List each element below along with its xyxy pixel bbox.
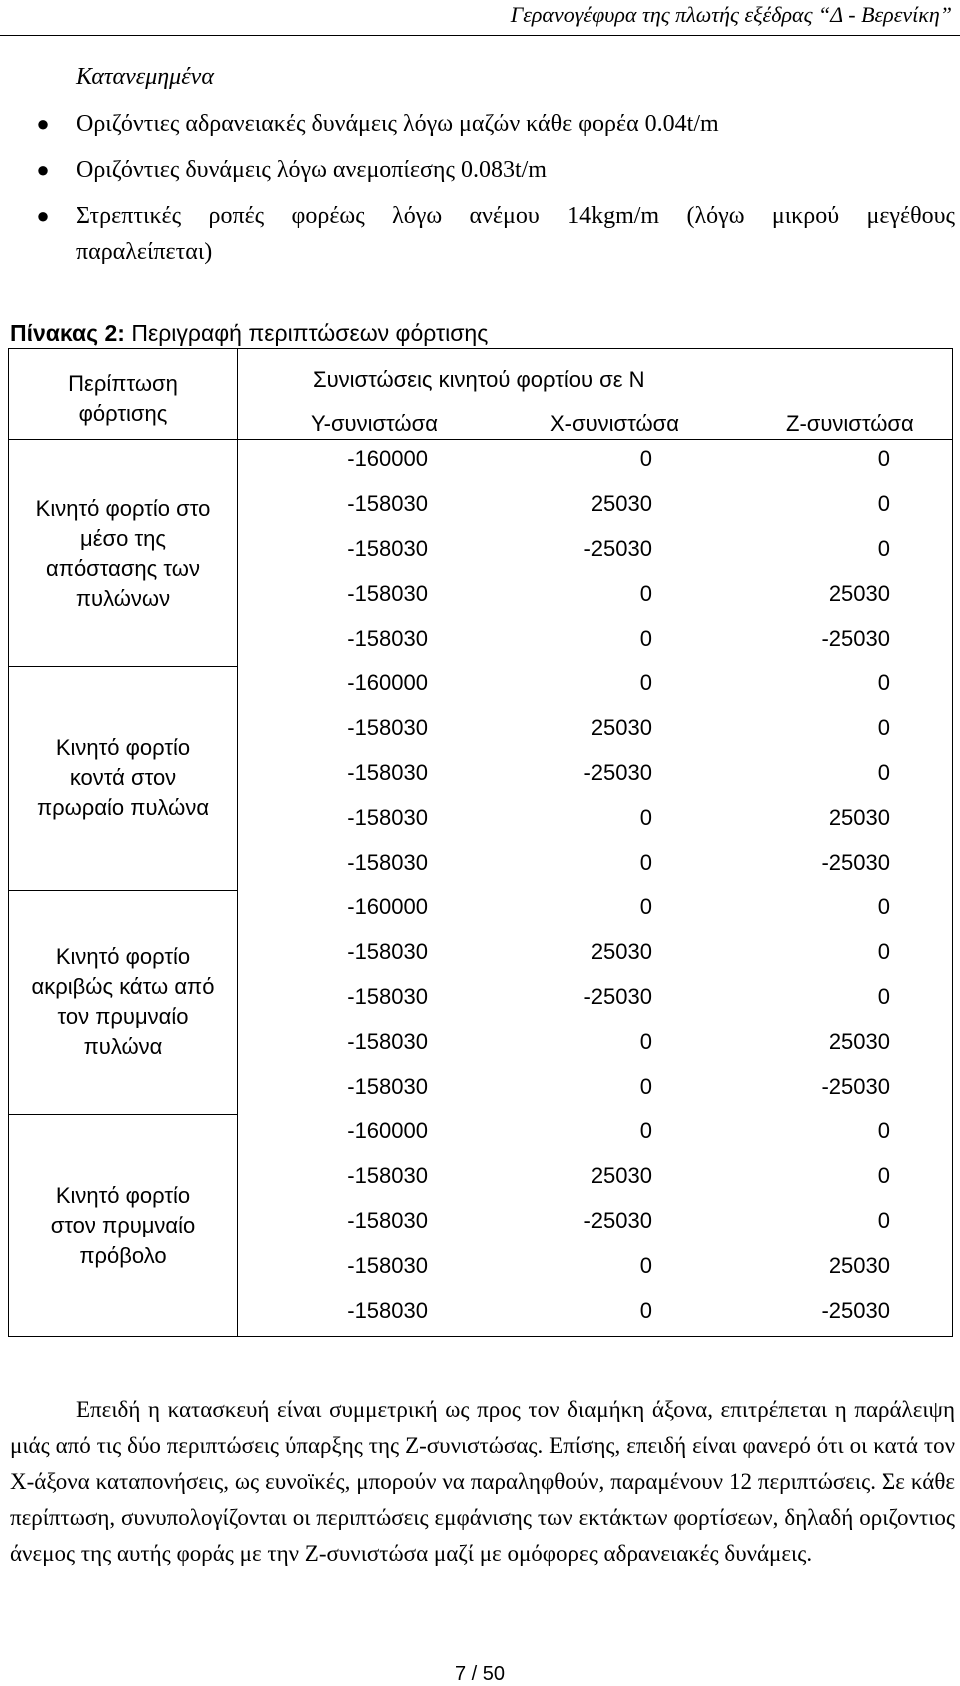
table-cell: -160000 xyxy=(347,446,428,471)
table-case-label-line: πρόβολο xyxy=(79,1243,167,1268)
table-case-label-line: τον πρυμναίο xyxy=(57,1004,189,1029)
table-cell: -160000 xyxy=(347,894,428,919)
table-cell: 0 xyxy=(639,581,652,606)
table-cell: 0 xyxy=(877,894,890,919)
table-cell: 25030 xyxy=(590,939,652,964)
table-cell: -25030 xyxy=(583,1208,652,1233)
table-case-label-line: κοντά στον xyxy=(69,765,177,790)
table-cell: -158030 xyxy=(347,715,428,740)
table-cell: 25030 xyxy=(590,715,652,740)
table-case-label-line: μέσο της xyxy=(80,526,166,551)
table-case-label-line: Κινητό φορτίο xyxy=(55,1183,191,1208)
table-cell: -158030 xyxy=(347,1029,428,1054)
table-case-label-line: Κινητό φορτίο xyxy=(55,735,191,760)
body-paragraph-text: Επειδή η κατασκευή είναι συμμετρική ως προς τον διαμήκη άξονα, επιτρέπεται η παράλειψη μιάς από τις δύο περιπτώσεις ύπαρξης της Z-συνιστώσας. Επίσης, επειδή είναι φανερό ότι οι κατά τον X-άξονα καταπονήσεις, ως ευνοϊκές, μπορούν να παραληφθούν, παραμένουν 12 περιπτώσεις. Σε κάθε περίπτωση, συνυπολογίζονται οι περιπτώσεις εμφάνισης των εκτάκτων φορτίσεων, δηλαδή οριζοντιος άνεμος της αυτής φοράς με την Z-συνιστώσα μαζί με ομόφορες αδρανειακές δυνάμεις. xyxy=(10,1397,955,1566)
bullet-item xyxy=(10,106,955,142)
bullet-text: Οριζόντιες αδρανειακές δυνάμεις λόγω μαζών κάθε φορέα 0.04t/m xyxy=(76,111,719,137)
table-cell: 0 xyxy=(639,670,652,695)
table-cell: 0 xyxy=(639,1298,652,1323)
table-cell: -25030 xyxy=(583,760,652,785)
table-cell: 0 xyxy=(877,670,890,695)
table-cell: -158030 xyxy=(347,1208,428,1233)
bullet-text: Στρεπτικές ροπές φορέως λόγω ανέμου 14kgm/m (λόγω μικρού μεγέθους xyxy=(76,203,955,229)
table-cell: -25030 xyxy=(821,626,890,651)
table-caption xyxy=(10,320,488,347)
table-cell: -158030 xyxy=(347,1163,428,1188)
table-header-y: Y-συνιστώσα xyxy=(311,411,438,436)
bullet-text-continuation: παραλείπεται) xyxy=(76,239,213,265)
table-cell: 0 xyxy=(877,1163,890,1188)
table-cell: -158030 xyxy=(347,581,428,606)
table-cell: -25030 xyxy=(821,1074,890,1099)
table-cell: 0 xyxy=(877,491,890,516)
table-caption-label: Πίνακας 2: xyxy=(10,320,125,346)
bullet-item xyxy=(10,152,955,188)
table-case-label xyxy=(9,733,237,823)
table-cell: 25030 xyxy=(828,581,890,606)
table-group-divider xyxy=(9,666,237,667)
table-cell: -25030 xyxy=(821,850,890,875)
table-cell: 0 xyxy=(639,850,652,875)
table-column-divider xyxy=(237,349,238,1336)
table-cell: -158030 xyxy=(347,805,428,830)
running-header: Γερανογέφυρα της πλωτής εξέδρας “Δ - Βερενίκη” xyxy=(510,2,952,27)
table-cell: -158030 xyxy=(347,626,428,651)
section-subheading: Κατανεμημένα xyxy=(76,64,214,90)
table-cell: 0 xyxy=(877,1208,890,1233)
table-cell: 0 xyxy=(639,1253,652,1278)
bullet-dot-icon: ● xyxy=(36,111,50,136)
table-cell: -158030 xyxy=(347,939,428,964)
table-header-group: Συνιστώσεις κινητού φορτίου σε Ν xyxy=(313,367,645,392)
table-case-label xyxy=(9,494,237,614)
table-case-label-line: πρωραίο πυλώνα xyxy=(36,795,210,820)
table-cell: -160000 xyxy=(347,670,428,695)
bullet-dot-icon: ● xyxy=(36,203,50,228)
table-cell: 0 xyxy=(639,894,652,919)
load-cases-table xyxy=(8,348,953,1337)
table-header-case-line: φόρτισης xyxy=(78,401,168,426)
table-header-case xyxy=(9,369,237,429)
table-cell: 0 xyxy=(877,984,890,1009)
table-cell: 0 xyxy=(877,715,890,740)
table-cell: -158030 xyxy=(347,491,428,516)
bullet-item xyxy=(10,198,955,270)
table-case-label-line: στον πρυμναίο xyxy=(50,1213,196,1238)
table-cell: 0 xyxy=(639,1118,652,1143)
page-number: 7 / 50 xyxy=(454,1663,506,1685)
table-cell: -158030 xyxy=(347,536,428,561)
table-cell: 0 xyxy=(639,626,652,651)
table-cell: 25030 xyxy=(828,805,890,830)
table-cell: 0 xyxy=(877,1118,890,1143)
table-case-label-line: απόστασης των xyxy=(46,556,200,581)
table-case-label-line: Κινητό φορτίο στο xyxy=(35,496,211,521)
table-cell: -25030 xyxy=(583,984,652,1009)
bullet-dot-icon: ● xyxy=(36,157,50,182)
table-cell: 0 xyxy=(639,446,652,471)
table-cell: -25030 xyxy=(583,536,652,561)
table-cell: 0 xyxy=(639,1074,652,1099)
body-paragraph xyxy=(10,1392,955,1572)
table-cell: 0 xyxy=(639,805,652,830)
header-divider xyxy=(0,35,960,36)
table-cell: -158030 xyxy=(347,1298,428,1323)
table-case-label xyxy=(9,1181,237,1271)
table-header-x: X-συνιστώσα xyxy=(550,411,679,436)
table-case-label-line: πυλώνα xyxy=(83,1034,163,1059)
table-cell: 0 xyxy=(639,1029,652,1054)
table-cell: -158030 xyxy=(347,1253,428,1278)
table-header-divider xyxy=(9,439,952,440)
table-case-label-line: Κινητό φορτίο xyxy=(55,944,191,969)
table-case-label-line: ακριβώς κάτω από xyxy=(31,974,215,999)
table-cell: 25030 xyxy=(590,491,652,516)
table-header-case-line: Περίπτωση xyxy=(68,371,178,396)
table-cell: -158030 xyxy=(347,760,428,785)
table-cell: 0 xyxy=(877,536,890,561)
table-cell: 25030 xyxy=(828,1253,890,1278)
table-cell: 25030 xyxy=(590,1163,652,1188)
table-cell: 0 xyxy=(877,939,890,964)
table-cell: -158030 xyxy=(347,1074,428,1099)
table-caption-text: Περιγραφή περιπτώσεων φόρτισης xyxy=(131,320,489,346)
table-case-label-line: πυλώνων xyxy=(75,586,171,611)
bullet-text: Οριζόντιες δυνάμεις λόγω ανεμοπίεσης 0.083t/m xyxy=(76,157,547,183)
table-cell: 25030 xyxy=(828,1029,890,1054)
table-cell: -158030 xyxy=(347,984,428,1009)
table-group-divider xyxy=(9,1114,237,1115)
table-cell: -160000 xyxy=(347,1118,428,1143)
table-cell: -158030 xyxy=(347,850,428,875)
table-group-divider xyxy=(9,890,237,891)
table-cell: 0 xyxy=(877,760,890,785)
table-cell: 0 xyxy=(877,446,890,471)
table-cell: -25030 xyxy=(821,1298,890,1323)
table-case-label xyxy=(9,942,237,1062)
table-header-z: Z-συνιστώσα xyxy=(786,411,914,436)
